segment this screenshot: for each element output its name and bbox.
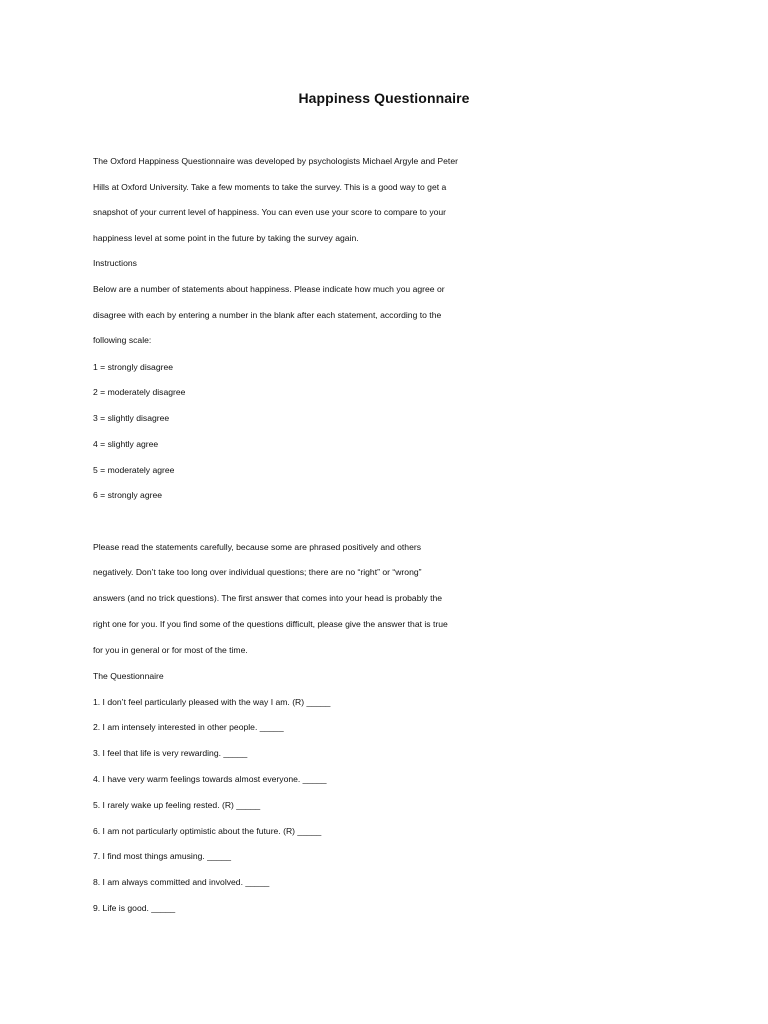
scale-item-4: 4 = slightly agree	[93, 439, 159, 449]
question-9: 9. Life is good. _____	[93, 903, 176, 913]
question-8: 8. I am always committed and involved. _____	[93, 877, 270, 887]
question-6: 6. I am not particularly optimistic about the future. (R) _____	[93, 826, 322, 836]
question-7: 7. I find most things amusing. _____	[93, 851, 232, 861]
scale-item-6: 6 = strongly agree	[93, 490, 163, 500]
question-4: 4. I have very warm feelings towards almost everyone. _____	[93, 774, 327, 784]
intro-line-2: Hills at Oxford University. Take a few moments to take the survey. This is a good way to get a	[93, 182, 447, 192]
instructions-line-2: disagree with each by entering a number in the blank after each statement, according to the	[93, 310, 442, 320]
note-line-2: negatively. Don’t take too long over individual questions; there are no “right” or “wrong”	[93, 567, 422, 577]
instructions-heading: Instructions	[93, 258, 137, 268]
scale-item-2: 2 = moderately disagree	[93, 387, 186, 397]
note-line-5: for you in general or for most of the time.	[93, 645, 248, 655]
intro-line-3: snapshot of your current level of happiness. You can even use your score to compare to your	[93, 207, 447, 217]
note-line-4: right one for you. If you find some of the questions difficult, please give the answer that is true	[93, 619, 448, 629]
note-line-1: Please read the statements carefully, because some are phrased positively and others	[93, 542, 422, 552]
scale-item-3: 3 = slightly disagree	[93, 413, 170, 423]
note-line-3: answers (and no trick questions). The first answer that comes into your head is probably the	[93, 593, 443, 603]
questionnaire-heading: The Questionnaire	[93, 671, 164, 681]
question-3: 3. I feel that life is very rewarding. _____	[93, 748, 248, 758]
instructions-line-3: following scale:	[93, 335, 152, 345]
intro-line-1: The Oxford Happiness Questionnaire was developed by psychologists Michael Argyle and Peter	[93, 156, 458, 166]
page-title: Happiness Questionnaire	[298, 90, 470, 106]
intro-line-4: happiness level at some point in the future by taking the survey again.	[93, 233, 359, 243]
question-1: 1. I don’t feel particularly pleased with the way I am. (R) _____	[93, 697, 331, 707]
scale-item-1: 1 = strongly disagree	[93, 362, 174, 372]
instructions-line-1: Below are a number of statements about happiness. Please indicate how much you agree or	[93, 284, 445, 294]
question-5: 5. I rarely wake up feeling rested. (R) _____	[93, 800, 261, 810]
question-2: 2. I am intensely interested in other people. _____	[93, 722, 284, 732]
scale-item-5: 5 = moderately agree	[93, 465, 175, 475]
